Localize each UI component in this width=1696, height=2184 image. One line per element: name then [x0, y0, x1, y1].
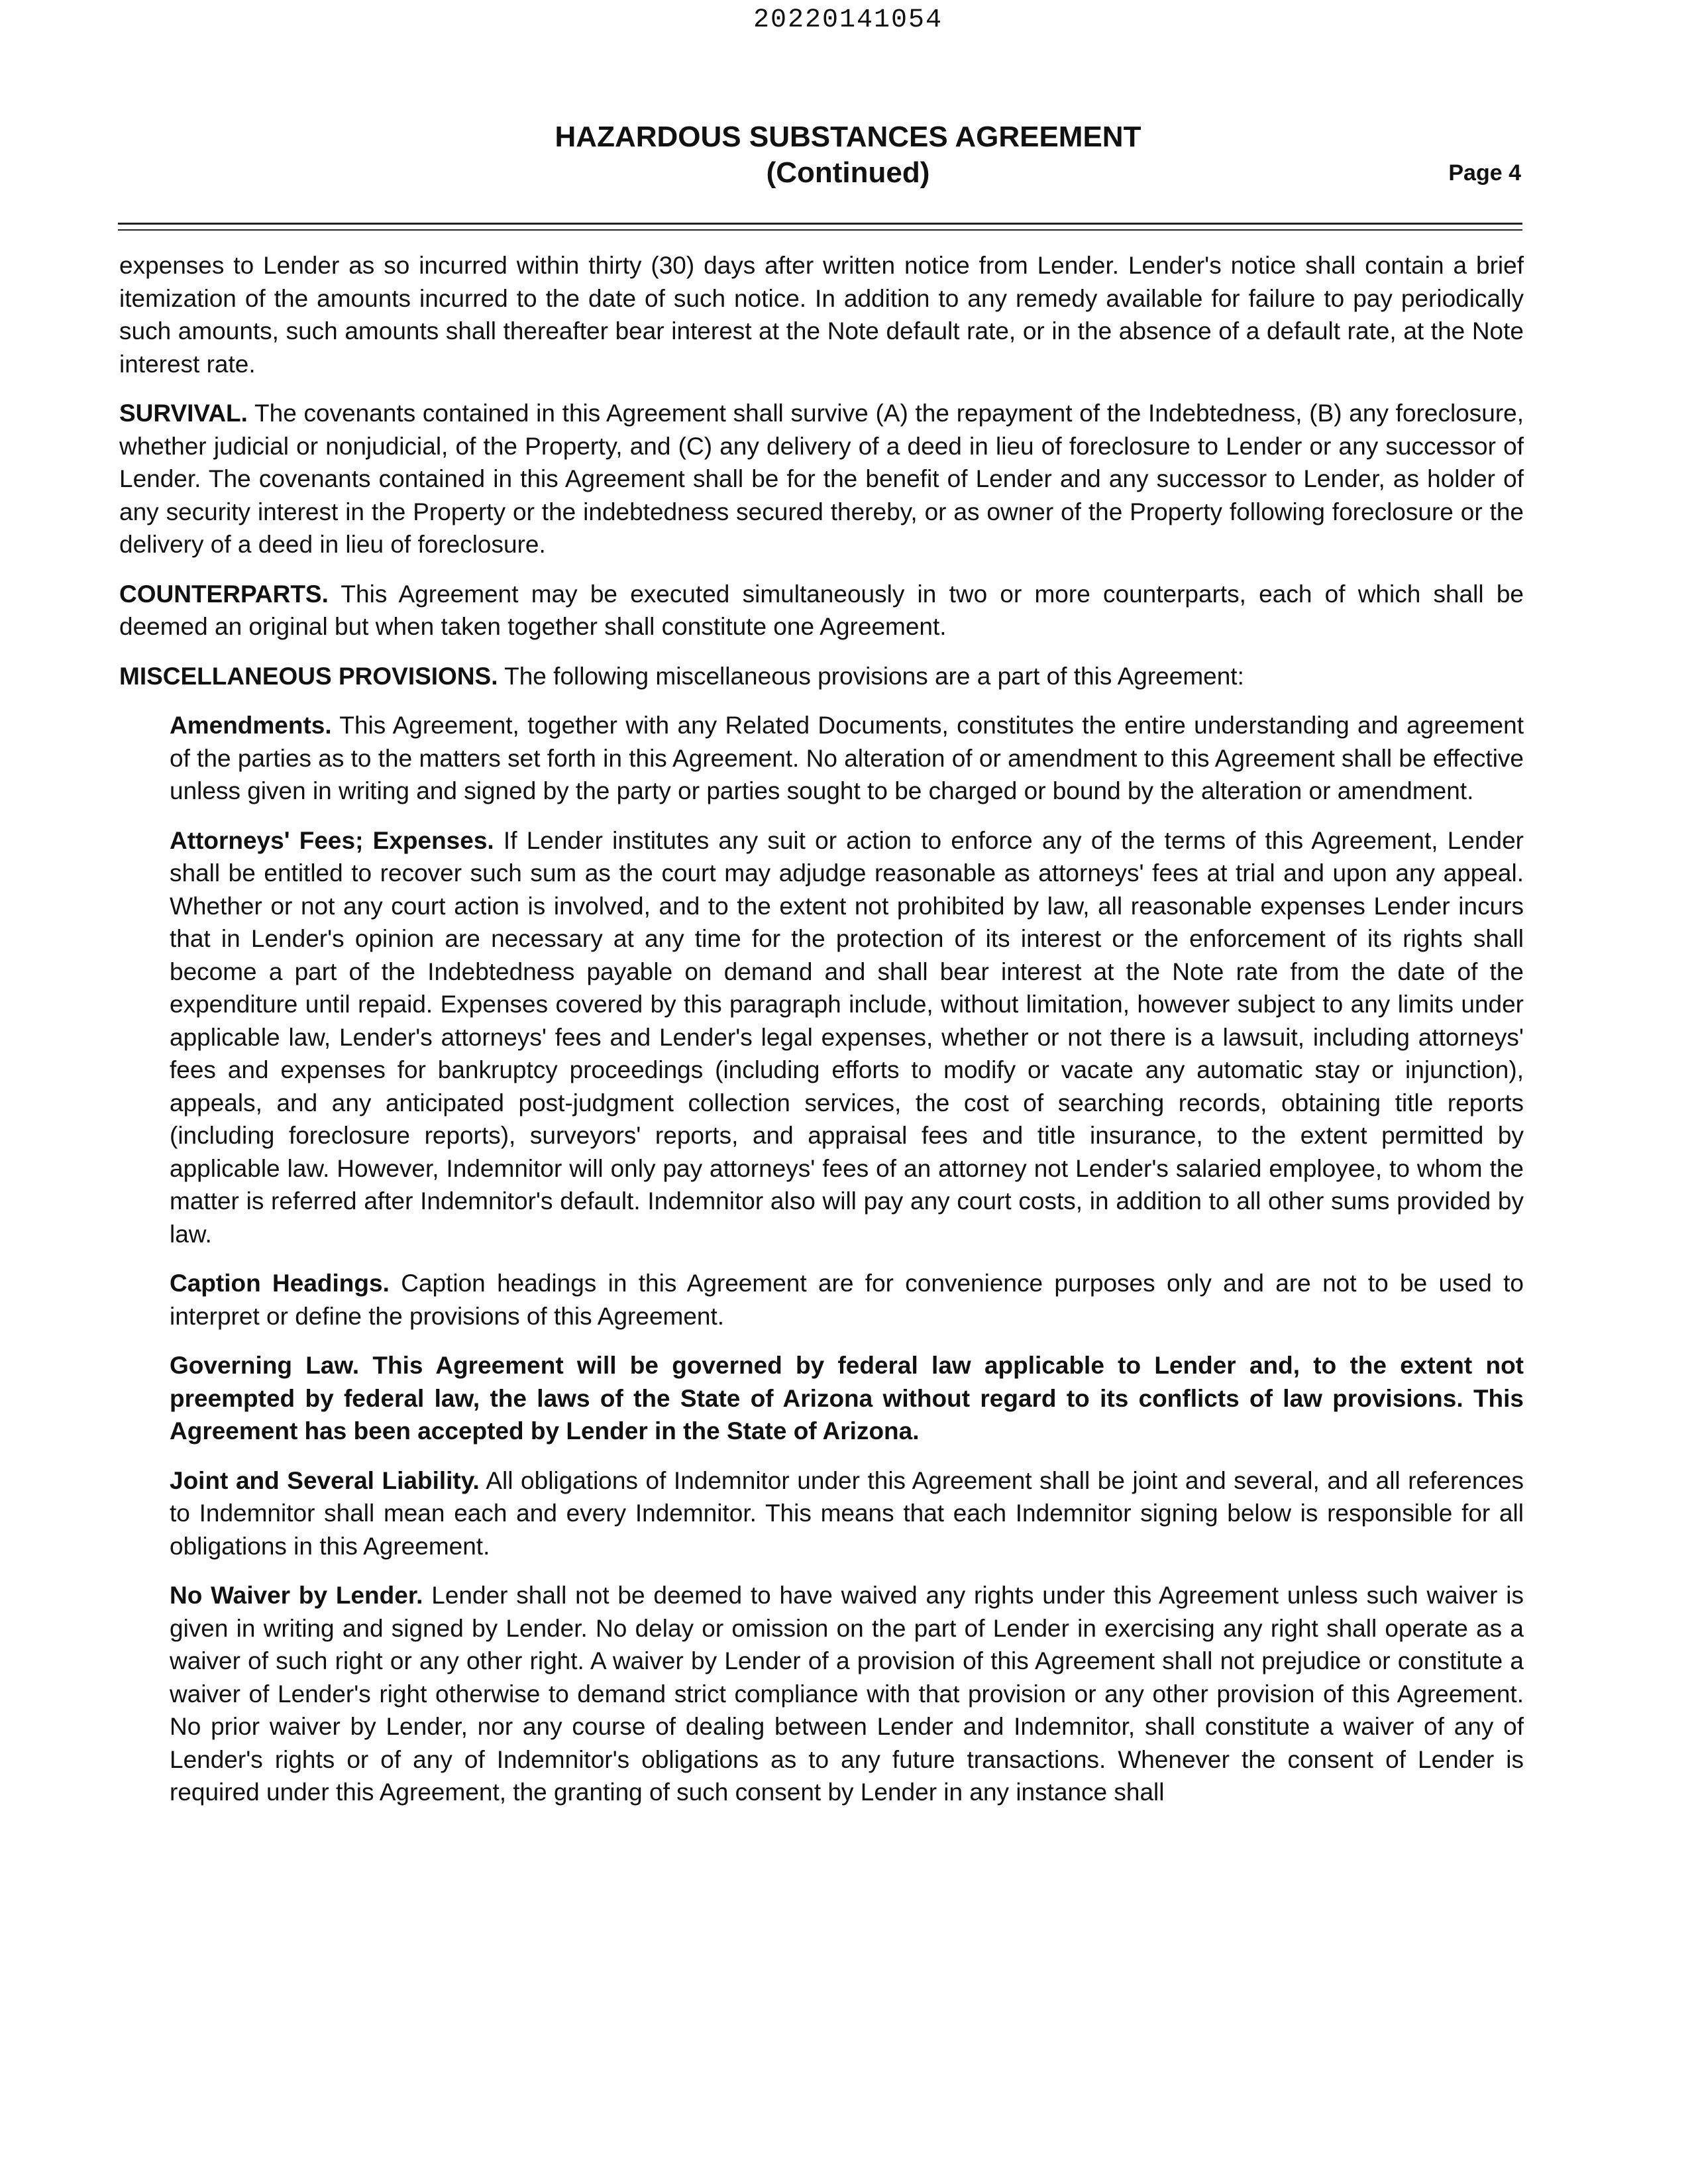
paragraph-text: Caption headings in this Agreement are for convenience purposes only and are not to be used to interpret or define the provisions of this Agreement. — [170, 1270, 1524, 1330]
miscellaneous-section — [119, 660, 1524, 693]
paragraph-text: If Lender institutes any suit or action to enforce any of the terms of this Agreement, Lender shall be entitled to recover such sum as the court may adjudge reasonable as attorneys' fees at trial and upon any appeal. Whether or not any court action is involved, and to the extent not prohibited by law, all reasonable expenses Lender incurs that in Lender's opinion are necessary at any time for the protection of its interest or the enforcement of its rights shall become a part of the Indebtedness payable on demand and shall bear interest at the Note rate from the date of the expenditure until repaid. Expenses covered by this paragraph include, without limitation, however subject to any limits under applicable law, Lender's attorneys' fees and Lender's legal expenses, whether or not there is a lawsuit, including attorneys' fees and expenses for bankruptcy proceedings (including efforts to modify or vacate any automatic stay or injunction), appeals, and any anticipated post-judgment collection services, the cost of searching records, obtaining title reports (including foreclosure reports), surveyors' reports, and appraisal fees and title insurance, to the extent permitted by applicable law. However, Indemnitor will only pay attorneys' fees of an attorney not Lender's salaried employee, to whom the matter is referred after Indemnitor's default. Indemnitor also will pay any court costs, in addition to all other sums provided by law. — [170, 826, 1524, 1248]
joint-liability-provision — [170, 1464, 1524, 1563]
caption-headings-provision — [170, 1267, 1524, 1333]
provision-heading: No Waiver by Lender. — [170, 1582, 423, 1609]
paragraph-text: This Agreement may be executed simultaneously in two or more counterparts, each of which shall be deemed an original but when taken together shall constitute one Agreement. — [119, 580, 1524, 640]
section-heading: MISCELLANEOUS PROVISIONS. — [119, 662, 498, 690]
provision-heading: Joint and Several Liability. — [170, 1466, 480, 1494]
provision-heading: Governing Law. — [170, 1352, 360, 1379]
governing-law-provision — [170, 1349, 1524, 1448]
no-waiver-provision — [170, 1579, 1524, 1809]
provision-heading: Amendments. — [170, 712, 332, 739]
paragraph-text: The following miscellaneous provisions are a part of this Agreement: — [498, 662, 1244, 690]
provision-heading: Attorneys' Fees; Expenses. — [170, 826, 494, 854]
title-line-2: (Continued) — [766, 156, 930, 189]
paragraph-text: This Agreement, together with any Related Documents, constitutes the entire understanding and agreement of the parties as to the matters set forth in this Agreement. No alteration of or amendment to this Agreement shall be effective unless given in writing and signed by the party or parties sought to be charged or bound by the alteration or amendment. — [170, 712, 1524, 804]
survival-section — [119, 397, 1524, 561]
section-heading: SURVIVAL. — [119, 400, 248, 427]
continued-paragraph — [119, 249, 1524, 380]
paragraph-text: This Agreement will be governed by federal law applicable to Lender and, to the extent not preempted by federal law, the laws of the State of Arizona without regard to its conflicts of law provisions. This Agreement has been accepted by Lender in the State of Arizona. — [170, 1352, 1524, 1445]
document-number: 20220141054 — [753, 5, 943, 35]
page-label: Page 4 — [1448, 160, 1521, 186]
document-body — [119, 249, 1524, 1826]
provision-heading: Caption Headings. — [170, 1270, 390, 1297]
document-title — [0, 119, 1696, 191]
counterparts-section — [119, 578, 1524, 643]
title-line-1: HAZARDOUS SUBSTANCES AGREEMENT — [555, 121, 1141, 153]
paragraph-text: Lender shall not be deemed to have waived any rights under this Agreement unless such waiver is given in writing and signed by Lender. No delay or omission on the part of Lender in exercising any right shall operate as a waiver of such right or any other right. A waiver by Lender of a provision of this Agreement shall not prejudice or constitute a waiver of Lender's right otherwise to demand strict compliance with that provision or any other provision of this Agreement. No prior waiver by Lender, nor any course of dealing between Lender and Indemnitor, shall constitute a waiver of any of Lender's rights or of any of Indemnitor's obligations as to any future transactions. Whenever the consent of Lender is required under this Agreement, the granting of such consent by Lender in any instance shall — [170, 1582, 1524, 1806]
paragraph-text: The covenants contained in this Agreement shall survive (A) the repayment of the Indebtedness, (B) any foreclosure, whether judicial or nonjudicial, of the Property, and (C) any delivery of a deed in lieu of foreclosure to Lender or any successor of Lender. The covenants contained in this Agreement shall be for the benefit of Lender and any successor to Lender, as holder of any security interest in the Property or the indebtedness secured thereby, or as owner of the Property following foreclosure or the delivery of a deed in lieu of foreclosure. — [119, 400, 1524, 558]
attorneys-fees-provision — [170, 824, 1524, 1251]
section-heading: COUNTERPARTS. — [119, 580, 329, 608]
paragraph-text: expenses to Lender as so incurred within thirty (30) days after written notice from Lender. Lender's notice shall contain a brief itemization of the amounts incurred to the date of such notice. In addition to any remedy available for failure to pay periodically such amounts, such amounts shall thereafter bear interest at the Note default rate, or in the absence of a default rate, at the Note interest rate. — [119, 252, 1524, 378]
header-rule-bottom — [118, 229, 1522, 231]
paragraph-text: All obligations of Indemnitor under this Agreement shall be joint and several, and all references to Indemnitor shall mean each and every Indemnitor. This means that each Indemnitor signing below is responsible for all obligations in this Agreement. — [170, 1466, 1524, 1560]
header-rule-top — [118, 223, 1522, 225]
amendments-provision — [170, 709, 1524, 808]
